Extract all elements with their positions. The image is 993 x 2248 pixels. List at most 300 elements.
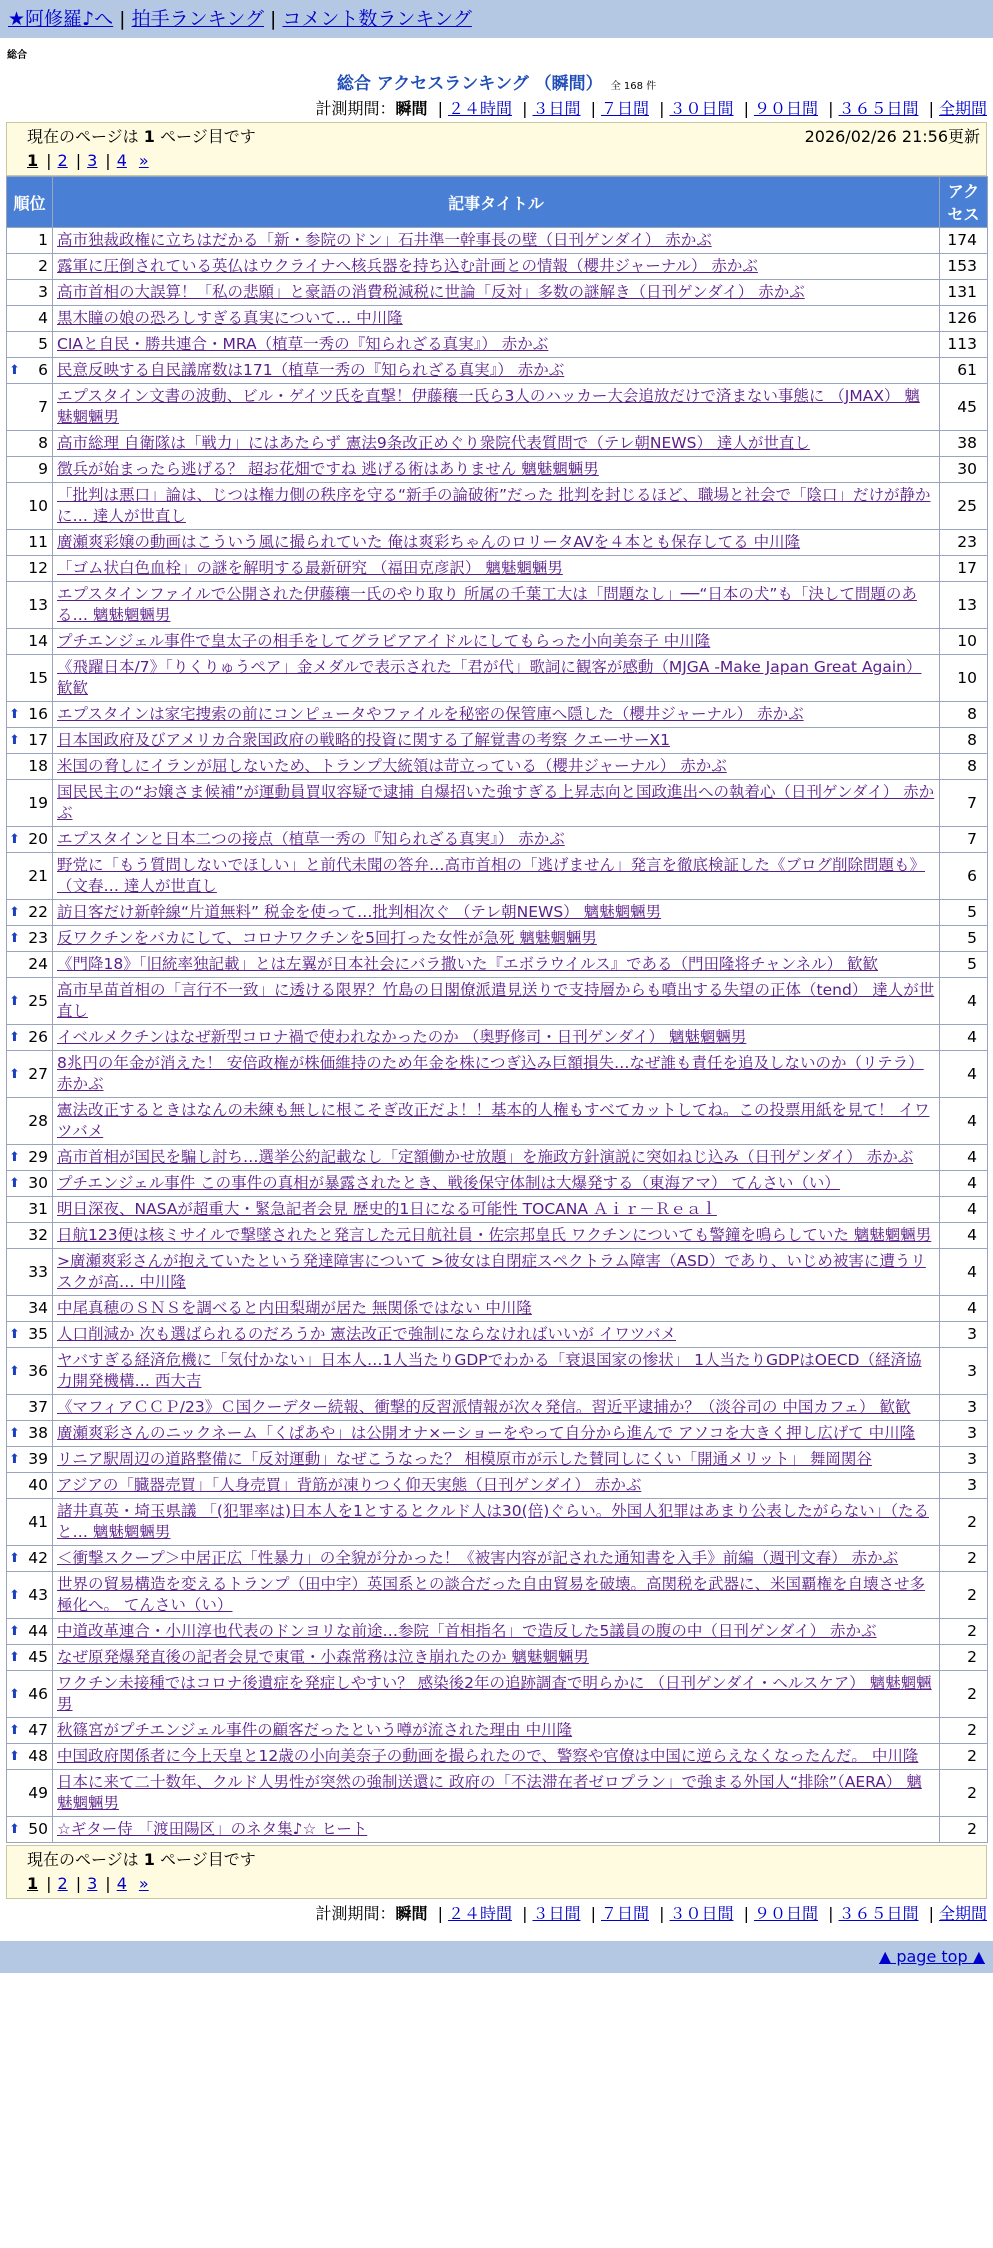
page-link-4[interactable]: 4 bbox=[116, 151, 127, 170]
period-link-7d[interactable]: ７日間 bbox=[600, 1904, 649, 1923]
article-link[interactable]: 中国政府関係者に今上天皇と12歳の小向美奈子の動画を撮られたので、警察や官僚は中国に逆らえなくなったんだ。 中川隆 bbox=[57, 1747, 919, 1765]
article-link[interactable]: 反ワクチンをバカにして、コロナワクチンを5回打った女性が急死 魑魅魍魎男 bbox=[57, 929, 597, 947]
rank-number: 17 bbox=[28, 731, 48, 749]
access-count: 2 bbox=[940, 1817, 988, 1843]
title-cell bbox=[53, 1197, 940, 1223]
pagination bbox=[27, 149, 986, 173]
rank-cell bbox=[7, 853, 53, 900]
access-count: 3 bbox=[940, 1322, 988, 1348]
table-row bbox=[7, 827, 988, 853]
article-link[interactable]: 中尾真穂のＳＮＳを調べると内田梨瑚が居た 無関係ではない 中川隆 bbox=[57, 1299, 532, 1317]
page-title bbox=[0, 69, 993, 94]
page-link-2[interactable]: 2 bbox=[57, 151, 68, 170]
title-cell bbox=[53, 483, 940, 530]
bottom-bar bbox=[0, 1941, 993, 1973]
rank-number: 20 bbox=[28, 830, 48, 848]
article-link[interactable]: ＜衝撃スクープ＞中居正広「性暴力」の全貌が分かった！《被害内容が記された通知書を入手》前編（週刊文春） 赤かぶ bbox=[57, 1549, 899, 1567]
access-count: 4 bbox=[940, 1197, 988, 1223]
rank-cell bbox=[7, 1025, 53, 1051]
rank-cell bbox=[7, 483, 53, 530]
page-separator: | bbox=[75, 151, 82, 170]
period-selector-top bbox=[0, 98, 993, 120]
rank-number: 42 bbox=[28, 1549, 48, 1567]
table-row bbox=[7, 900, 988, 926]
period-link-all[interactable]: 全期間 bbox=[938, 1904, 987, 1923]
up-arrow-icon: ⬆ bbox=[9, 1030, 20, 1045]
period-label: 計測期間： bbox=[315, 1904, 396, 1923]
access-count: 126 bbox=[940, 306, 988, 332]
current-page-text-bottom bbox=[27, 1848, 256, 1872]
page-separator: | bbox=[75, 1874, 82, 1893]
title-cell bbox=[53, 754, 940, 780]
pager-bottom bbox=[6, 1845, 987, 1899]
article-link[interactable]: 憲法改正するときはなんの未練も無しに根こそぎ改正だよ！！基本的人権もすべてカットしてね。この投票用紙を見て！ イワツバメ bbox=[57, 1101, 930, 1140]
access-count: 4 bbox=[940, 1249, 988, 1296]
table-row bbox=[7, 1171, 988, 1197]
rank-cell bbox=[7, 1744, 53, 1770]
access-count: 4 bbox=[940, 1171, 988, 1197]
page-separator: | bbox=[105, 1874, 111, 1893]
table-row bbox=[7, 1223, 988, 1249]
article-link[interactable]: ヤバすぎる経済危機に「気付かない」日本人…1人当たりGDPでわかる「衰退国家の惨状」 1人当たりGDPはOECD（経済協力開発機構… 西大吉 bbox=[57, 1351, 922, 1390]
rank-cell bbox=[7, 926, 53, 952]
period-link-365d[interactable]: ３６５日間 bbox=[838, 1904, 919, 1923]
rank-cell bbox=[7, 358, 53, 384]
title-cell bbox=[53, 1421, 940, 1447]
up-arrow-icon: ⬆ bbox=[9, 1650, 20, 1665]
page-separator: | bbox=[46, 1874, 52, 1893]
table-row bbox=[7, 1296, 988, 1322]
rank-cell bbox=[7, 1546, 53, 1572]
access-count: 3 bbox=[940, 1421, 988, 1447]
up-arrow-icon: ⬆ bbox=[9, 1686, 20, 1702]
page-current: 1 bbox=[27, 1874, 39, 1893]
rank-cell bbox=[7, 254, 53, 280]
article-link[interactable]: 8兆円の年金が消えた！ 安倍政権が株価維持のため年金を株につぎ込み巨額損失…なぜ誰も責任を追及しないのか（リテラ） 赤かぶ bbox=[57, 1054, 924, 1093]
rank-cell bbox=[7, 556, 53, 582]
access-count: 10 bbox=[940, 629, 988, 655]
table-row bbox=[7, 1770, 988, 1817]
table-row bbox=[7, 853, 988, 900]
article-link[interactable]: 黒木瞳の娘の恐ろしすぎる真実について… 中川隆 bbox=[57, 309, 403, 327]
title-cell bbox=[53, 952, 940, 978]
rank-cell bbox=[7, 582, 53, 629]
access-count: 4 bbox=[940, 1098, 988, 1145]
rank-number: 50 bbox=[28, 1820, 48, 1838]
period-link-365d[interactable]: ３６５日間 bbox=[838, 99, 919, 118]
up-arrow-icon: ⬆ bbox=[9, 1749, 20, 1764]
title-cell bbox=[53, 1473, 940, 1499]
period-link-7d[interactable]: ７日間 bbox=[600, 99, 649, 118]
page-text-pre: 現在のページは bbox=[27, 127, 144, 146]
article-link[interactable]: 日航123便は核ミサイルで撃墜されたと発言した元日航社員・佐宗邦皇氏 ワクチンについても警鐘を鳴らしていた 魑魅魍魎男 bbox=[57, 1226, 932, 1244]
period-separator: | bbox=[437, 99, 443, 118]
article-link[interactable]: エプスタイン文書の波動、ビル・ゲイツ氏を直撃！伊藤穰一氏ら3人のハッカー大会追放だけで済まない事態に （JMAX） 魑魅魍魎男 bbox=[57, 387, 920, 426]
nav-link-asyura[interactable]: ★阿修羅♪へ bbox=[8, 8, 114, 30]
table-row bbox=[7, 483, 988, 530]
rank-number: 25 bbox=[28, 991, 48, 1010]
article-link[interactable]: 《門降18》「旧統率独記載」とは左翼が日本社会にバラ撒いた『エボラウイルス』である（門田隆将チャンネル） 歓歓 bbox=[57, 955, 879, 973]
article-link[interactable]: 日本に来て二十数年、クルド人男性が突然の強制送還に 政府の「不法滞在者ゼロプラン」で強まる外国人“排除”（AERA） 魑魅魍魎男 bbox=[57, 1773, 922, 1812]
access-count: 2 bbox=[940, 1619, 988, 1645]
pagination-bottom bbox=[27, 1872, 986, 1896]
page-text-pre: 現在のページは bbox=[27, 1850, 144, 1869]
title-cell bbox=[53, 332, 940, 358]
rank-cell bbox=[7, 900, 53, 926]
table-row bbox=[7, 1447, 988, 1473]
title-cell bbox=[53, 306, 940, 332]
period-separator: | bbox=[928, 1904, 934, 1923]
article-link[interactable]: ワクチン未接種ではコロナ後遺症を発症しやすい？ 感染後2年の追跡調査で明らかに （日刊ゲンダイ・ヘルスケア） 魑魅魍魎男 bbox=[57, 1674, 932, 1713]
title-cell bbox=[53, 384, 940, 431]
page-top-link[interactable]: ▲ page top ▲ bbox=[878, 1947, 985, 1966]
table-row bbox=[7, 926, 988, 952]
article-link[interactable]: 秋篠宮がプチエンジェル事件の顧客だったという噂が流された理由 中川隆 bbox=[57, 1721, 573, 1739]
article-link[interactable]: 高市首相の大誤算！「私の悲願」と豪語の消費税減税に世論「反対」多数の謎解き（日刊ゲンダイ） 赤かぶ bbox=[57, 283, 805, 301]
title-cell bbox=[53, 655, 940, 702]
rank-number: 32 bbox=[28, 1226, 48, 1244]
article-link[interactable]: 廣瀬爽彩嬢の動画はこういう風に撮られていた 俺は爽彩ちゃんのロリータAVを４本とも保存してる 中川隆 bbox=[57, 533, 801, 551]
article-link[interactable]: 《マフィアＣＣＰ/23》Ｃ国クーデター続報、衝撃的反習派情報が次々発信。習近平逮捕か？（淡谷司の 中国カフェ） 歓歓 bbox=[57, 1398, 911, 1416]
title-cell bbox=[53, 1223, 940, 1249]
nav-separator: | bbox=[119, 8, 126, 30]
page-link-next[interactable]: » bbox=[138, 151, 149, 170]
article-link[interactable]: 諸井真英・埼玉県議 「(犯罪率は)日本人を1とするとクルド人は30(倍)ぐらい。外国人犯罪はあまり公表したがらない」（たると… 魑魅魍魎男 bbox=[57, 1502, 929, 1541]
category-label: 総合 bbox=[7, 50, 27, 61]
rank-cell bbox=[7, 1770, 53, 1817]
title-cell bbox=[53, 1572, 940, 1619]
rank-number: 6 bbox=[38, 361, 48, 379]
article-link[interactable]: 人口削減か 次も選ばられるのだろうか 憲法改正で強制にならなければいいが イワツバメ bbox=[57, 1325, 676, 1343]
title-cell bbox=[53, 457, 940, 483]
article-link[interactable]: 中道改革連合・小川淳也代表のドンヨリな前途…参院「首相指名」で造反した5議員の腹の中（日刊ゲンダイ） 赤かぶ bbox=[57, 1622, 877, 1640]
rank-cell bbox=[7, 1145, 53, 1171]
rank-number: 10 bbox=[28, 496, 48, 515]
access-count: 7 bbox=[940, 827, 988, 853]
table-row bbox=[7, 1718, 988, 1744]
rank-cell bbox=[7, 1348, 53, 1395]
article-link[interactable]: 《飛躍日本/7》「りくりゅうペア」金メダルで表示された「君が代」歌詞に観客が感動（MJGA -Make Japan Great Again） 歓歓 bbox=[57, 658, 922, 697]
page-link-3[interactable]: 3 bbox=[87, 151, 98, 170]
rank-number: 34 bbox=[28, 1299, 48, 1317]
period-current: 瞬間 bbox=[395, 1904, 428, 1923]
access-count: 2 bbox=[940, 1744, 988, 1770]
access-count: 10 bbox=[940, 655, 988, 702]
title-cell bbox=[53, 1770, 940, 1817]
rank-number: 39 bbox=[28, 1450, 48, 1468]
ranking-table bbox=[6, 176, 988, 1843]
rank-cell bbox=[7, 1671, 53, 1718]
rank-number: 3 bbox=[38, 283, 48, 301]
up-arrow-icon: ⬆ bbox=[9, 1551, 20, 1566]
period-link-24h[interactable]: ２４時間 bbox=[447, 99, 512, 118]
rank-cell bbox=[7, 1249, 53, 1296]
rank-cell bbox=[7, 530, 53, 556]
rank-cell bbox=[7, 1645, 53, 1671]
title-cell bbox=[53, 926, 940, 952]
title-cell bbox=[53, 280, 940, 306]
access-count: 23 bbox=[940, 530, 988, 556]
ranking-body bbox=[7, 228, 988, 1843]
header-rank: 順位 bbox=[7, 177, 53, 228]
article-link[interactable]: エプスタインは家宅捜索の前にコンピュータやファイルを秘密の保管庫へ隠した（櫻井ジャーナル） 赤かぶ bbox=[57, 705, 804, 723]
title-cell bbox=[53, 702, 940, 728]
article-link[interactable]: 世界の貿易構造を変えるトランプ（田中宇）英国系との談合だった自由貿易を破壊。高関税を武器に、米国覇権を自壊させ多極化へ。 てんさい（い） bbox=[57, 1575, 926, 1614]
article-link[interactable]: 国民民主の“お嬢さま候補”が運動員買収容疑で逮捕 自爆招いた強すぎる上昇志向と国政進出への執着心（日刊ゲンダイ） 赤かぶ bbox=[57, 783, 935, 822]
article-link[interactable]: 日本国政府及びアメリカ合衆国政府の戦略的投資に関する了解覚書の考察 クエーサーX1 bbox=[57, 731, 671, 749]
article-link[interactable]: 「ゴム状白色血栓」の謎を解明する最新研究 （福田克彦訳） 魑魅魍魎男 bbox=[57, 559, 563, 577]
article-link[interactable]: 米国の脅しにイランが屈しないため、トランプ大統領は苛立っている（櫻井ジャーナル） 赤かぶ bbox=[57, 757, 727, 775]
up-arrow-icon: ⬆ bbox=[9, 993, 20, 1009]
access-count: 8 bbox=[940, 754, 988, 780]
up-arrow-icon: ⬆ bbox=[9, 1176, 20, 1191]
rank-number: 26 bbox=[28, 1028, 48, 1046]
table-row bbox=[7, 629, 988, 655]
up-arrow-icon: ⬆ bbox=[9, 1822, 20, 1837]
rank-cell bbox=[7, 728, 53, 754]
article-link[interactable]: 野党に「もう質問しないでほしい」と前代未聞の答弁…高市首相の「逃げません」発言を徹底検証した《ブログ削除問題も》（文春… 達人が世直し bbox=[57, 856, 926, 895]
table-row bbox=[7, 582, 988, 629]
page-text-post: ページ目です bbox=[154, 127, 256, 146]
table-row bbox=[7, 728, 988, 754]
title-cell bbox=[53, 1249, 940, 1296]
access-count: 38 bbox=[940, 431, 988, 457]
article-link[interactable]: 高市首相が国民を騙し討ち…選挙公約記載なし「定額働かせ放題」を施政方針演説に突如ねじ込み（日刊ゲンダイ） 赤かぶ bbox=[57, 1148, 914, 1166]
rank-number: 9 bbox=[38, 460, 48, 478]
rank-cell bbox=[7, 1572, 53, 1619]
table-row bbox=[7, 1499, 988, 1546]
rank-cell bbox=[7, 1447, 53, 1473]
article-link[interactable]: エプスタインファイルで公開された伊藤穰一氏のやり取り 所属の千葉工大は「問題なし」──“日本の犬”も「決して問題のある… 魑魅魍魎男 bbox=[57, 585, 917, 624]
rank-number: 4 bbox=[38, 309, 48, 327]
title-cell bbox=[53, 1322, 940, 1348]
rank-cell bbox=[7, 1499, 53, 1546]
article-link[interactable]: 「批判は悪口」論は、じつは権力側の秩序を守る“新手の論破術”だった 批判を封じるほど、職場と社会で「陰口」だけが静かに… 達人が世直し bbox=[57, 486, 931, 525]
table-row bbox=[7, 702, 988, 728]
access-count: 2 bbox=[940, 1671, 988, 1718]
rank-cell bbox=[7, 655, 53, 702]
rank-cell bbox=[7, 1296, 53, 1322]
nav-link-comment-ranking[interactable]: コメント数ランキング bbox=[282, 8, 472, 30]
article-link[interactable]: 露軍に圧倒されている英仏はウクライナへ核兵器を持ち込む計画との情報（櫻井ジャーナル） 赤かぶ bbox=[57, 257, 758, 275]
article-link[interactable]: リニア駅周辺の道路整備に「反対運動」なぜこうなった？ 相模原市が示した賛同しにくい「開通メリット」 舞岡関谷 bbox=[57, 1450, 872, 1468]
title-cell bbox=[53, 1546, 940, 1572]
rank-number: 11 bbox=[28, 533, 48, 551]
title-cell bbox=[53, 1025, 940, 1051]
period-separator: | bbox=[659, 1904, 665, 1923]
page-separator: | bbox=[105, 151, 111, 170]
rank-cell bbox=[7, 457, 53, 483]
article-link[interactable]: CIAと自民・勝共連合・MRA（植草一秀の『知られざる真実』） 赤かぶ bbox=[57, 335, 549, 353]
title-cell bbox=[53, 1619, 940, 1645]
rank-number: 38 bbox=[28, 1424, 48, 1442]
access-count: 5 bbox=[940, 900, 988, 926]
table-row bbox=[7, 754, 988, 780]
table-row bbox=[7, 1671, 988, 1718]
rank-cell bbox=[7, 1223, 53, 1249]
title-cell bbox=[53, 1145, 940, 1171]
period-link-3d[interactable]: ３日間 bbox=[532, 1904, 581, 1923]
access-count: 13 bbox=[940, 582, 988, 629]
rank-cell bbox=[7, 1718, 53, 1744]
access-count: 2 bbox=[940, 1718, 988, 1744]
article-link[interactable]: >廣瀬爽彩さんが抱えていたという発達障害について >彼女は自閉症スペクトラム障害（ASD）であり、いじめ被害に遭うリスクが高… 中川隆 bbox=[57, 1252, 926, 1291]
title-cell bbox=[53, 1671, 940, 1718]
access-count: 3 bbox=[940, 1447, 988, 1473]
access-count: 4 bbox=[940, 1296, 988, 1322]
rank-cell bbox=[7, 306, 53, 332]
title-cell bbox=[53, 1395, 940, 1421]
rank-cell bbox=[7, 280, 53, 306]
article-link[interactable]: ☆ギター侍 「渡田陽区」のネタ集♪☆ ヒート bbox=[57, 1820, 368, 1838]
rank-number: 43 bbox=[28, 1585, 48, 1604]
table-row bbox=[7, 1348, 988, 1395]
rank-cell bbox=[7, 978, 53, 1025]
access-count: 3 bbox=[940, 1348, 988, 1395]
period-link-90d[interactable]: ９０日間 bbox=[753, 99, 818, 118]
page-link-next[interactable]: » bbox=[138, 1874, 149, 1893]
access-count: 3 bbox=[940, 1395, 988, 1421]
article-link[interactable]: アジアの「臓器売買」「人身売買」背筋が凍りつく仰天実態（日刊ゲンダイ） 赤かぶ bbox=[57, 1476, 642, 1494]
table-row bbox=[7, 1572, 988, 1619]
rank-cell bbox=[7, 228, 53, 254]
page-title-text: 総合 アクセスランキング （瞬間） bbox=[336, 74, 603, 94]
period-link-90d[interactable]: ９０日間 bbox=[753, 1904, 818, 1923]
page-link-4[interactable]: 4 bbox=[116, 1874, 127, 1893]
article-link[interactable]: 徴兵が始まったら逃げる？ 超お花畑ですね 逃げる術はありません 魑魅魍魎男 bbox=[57, 460, 599, 478]
table-row bbox=[7, 952, 988, 978]
rank-number: 16 bbox=[28, 705, 48, 723]
title-cell bbox=[53, 556, 940, 582]
total-count: 全 168 件 bbox=[610, 81, 657, 92]
table-row bbox=[7, 1817, 988, 1843]
page-link-3[interactable]: 3 bbox=[87, 1874, 98, 1893]
rank-cell bbox=[7, 629, 53, 655]
access-count: 8 bbox=[940, 702, 988, 728]
table-row bbox=[7, 306, 988, 332]
rank-number: 28 bbox=[28, 1111, 48, 1130]
access-count: 2 bbox=[940, 1572, 988, 1619]
up-arrow-icon: ⬆ bbox=[9, 733, 20, 748]
rank-number: 8 bbox=[38, 434, 48, 452]
article-link[interactable]: なぜ原発爆発直後の記者会見で東電・小森常務は泣き崩れたのか 魑魅魍魎男 bbox=[57, 1648, 589, 1666]
title-cell bbox=[53, 1447, 940, 1473]
table-row bbox=[7, 1473, 988, 1499]
period-separator: | bbox=[743, 99, 749, 118]
article-link[interactable]: 明日深夜、NASAが超重大・緊急記者会見 歴史的1日になる可能性 TOCANA Ａｉｒ－Ｒｅａｌ bbox=[57, 1200, 717, 1218]
title-cell bbox=[53, 1499, 940, 1546]
article-link[interactable]: 高市独裁政権に立ちはだかる「新・参院のドン」石井準一幹事長の壁（日刊ゲンダイ） 赤かぶ bbox=[57, 231, 712, 249]
rank-number: 29 bbox=[28, 1148, 48, 1166]
access-count: 4 bbox=[940, 1051, 988, 1098]
table-row bbox=[7, 530, 988, 556]
article-link[interactable]: プチエンジェル事件 この事件の真相が暴露されたとき、戦後保守体制は大爆発する（東海アマ） てんさい（い） bbox=[57, 1174, 840, 1192]
period-link-30d[interactable]: ３０日間 bbox=[669, 1904, 734, 1923]
rank-number: 45 bbox=[28, 1648, 48, 1666]
period-link-24h[interactable]: ２４時間 bbox=[447, 1904, 512, 1923]
title-cell bbox=[53, 1744, 940, 1770]
rank-cell bbox=[7, 431, 53, 457]
page-number: 1 bbox=[143, 127, 155, 146]
article-link[interactable]: 民意反映する自民議席数は171（植草一秀の『知られざる真実』） 赤かぶ bbox=[57, 361, 565, 379]
table-row bbox=[7, 1098, 988, 1145]
header-access: アクセス bbox=[940, 177, 988, 228]
title-cell bbox=[53, 1645, 940, 1671]
period-link-all[interactable]: 全期間 bbox=[938, 99, 987, 118]
rank-cell bbox=[7, 1098, 53, 1145]
title-cell bbox=[53, 1098, 940, 1145]
rank-cell bbox=[7, 384, 53, 431]
article-link[interactable]: 訪日客だけ新幹線“片道無料” 税金を使って…批判相次ぐ （テレ朝NEWS） 魑魅魍魎男 bbox=[57, 903, 662, 921]
period-separator: | bbox=[522, 1904, 528, 1923]
article-link[interactable]: プチエンジェル事件で皇太子の相手をしてグラビアアイドルにしてもらった小向美奈子 中川隆 bbox=[57, 632, 711, 650]
nav-link-clap-ranking[interactable]: 拍手ランキング bbox=[131, 8, 265, 30]
article-link[interactable]: エプスタインと日本二つの接点（植草一秀の『知られざる真実』） 赤かぶ bbox=[57, 830, 565, 848]
rank-cell bbox=[7, 1473, 53, 1499]
rank-cell bbox=[7, 1051, 53, 1098]
table-row bbox=[7, 332, 988, 358]
table-row bbox=[7, 358, 988, 384]
article-link[interactable]: イベルメクチンはなぜ新型コロナ禍で使われなかったのか （奥野修司・日刊ゲンダイ） 魑魅魍魎男 bbox=[57, 1028, 747, 1046]
period-separator: | bbox=[828, 99, 834, 118]
up-arrow-icon: ⬆ bbox=[9, 1150, 20, 1165]
table-row bbox=[7, 1249, 988, 1296]
rank-cell bbox=[7, 952, 53, 978]
up-arrow-icon: ⬆ bbox=[9, 363, 20, 378]
rank-number: 37 bbox=[28, 1398, 48, 1416]
period-link-30d[interactable]: ３０日間 bbox=[669, 99, 734, 118]
article-link[interactable]: 廣瀬爽彩さんのニックネーム「くぱあや」は公開オナ×ーショーをやって自分から進んで アソコを大きく押し広げて 中川隆 bbox=[57, 1424, 916, 1442]
access-count: 25 bbox=[940, 483, 988, 530]
access-count: 8 bbox=[940, 728, 988, 754]
table-row bbox=[7, 254, 988, 280]
rank-number: 47 bbox=[28, 1721, 48, 1739]
nav-separator: | bbox=[270, 8, 277, 30]
rank-number: 36 bbox=[28, 1361, 48, 1380]
top-nav-bar bbox=[0, 0, 993, 38]
rank-cell bbox=[7, 1817, 53, 1843]
rank-cell bbox=[7, 827, 53, 853]
rank-number: 19 bbox=[28, 793, 48, 812]
access-count: 7 bbox=[940, 780, 988, 827]
rank-number: 48 bbox=[28, 1747, 48, 1765]
rank-number: 27 bbox=[28, 1064, 48, 1083]
up-arrow-icon: ⬆ bbox=[9, 1066, 20, 1082]
table-row bbox=[7, 280, 988, 306]
pager-top bbox=[6, 122, 987, 176]
title-cell bbox=[53, 780, 940, 827]
access-count: 131 bbox=[940, 280, 988, 306]
article-link[interactable]: 高市早苗首相の「言行不一致」に透ける限界？竹島の日閣僚派遣見送りで支持層からも噴出する失望の正体（tend） 達人が世直し bbox=[57, 981, 935, 1020]
rank-number: 23 bbox=[28, 929, 48, 947]
title-cell bbox=[53, 582, 940, 629]
title-cell bbox=[53, 728, 940, 754]
rank-number: 1 bbox=[38, 231, 48, 249]
rank-cell bbox=[7, 1421, 53, 1447]
rank-cell bbox=[7, 780, 53, 827]
rank-cell bbox=[7, 1197, 53, 1223]
access-count: 61 bbox=[940, 358, 988, 384]
access-count: 2 bbox=[940, 1546, 988, 1572]
article-link[interactable]: 高市総理 自衛隊は「戦力」にはあたらず 憲法9条改正めぐり衆院代表質問で（テレ朝NEWS） 達人が世直し bbox=[57, 434, 810, 452]
period-link-3d[interactable]: ３日間 bbox=[532, 99, 581, 118]
table-row bbox=[7, 1421, 988, 1447]
title-cell bbox=[53, 1817, 940, 1843]
page-link-2[interactable]: 2 bbox=[57, 1874, 68, 1893]
access-count: 5 bbox=[940, 952, 988, 978]
table-row bbox=[7, 1645, 988, 1671]
access-count: 3 bbox=[940, 1473, 988, 1499]
